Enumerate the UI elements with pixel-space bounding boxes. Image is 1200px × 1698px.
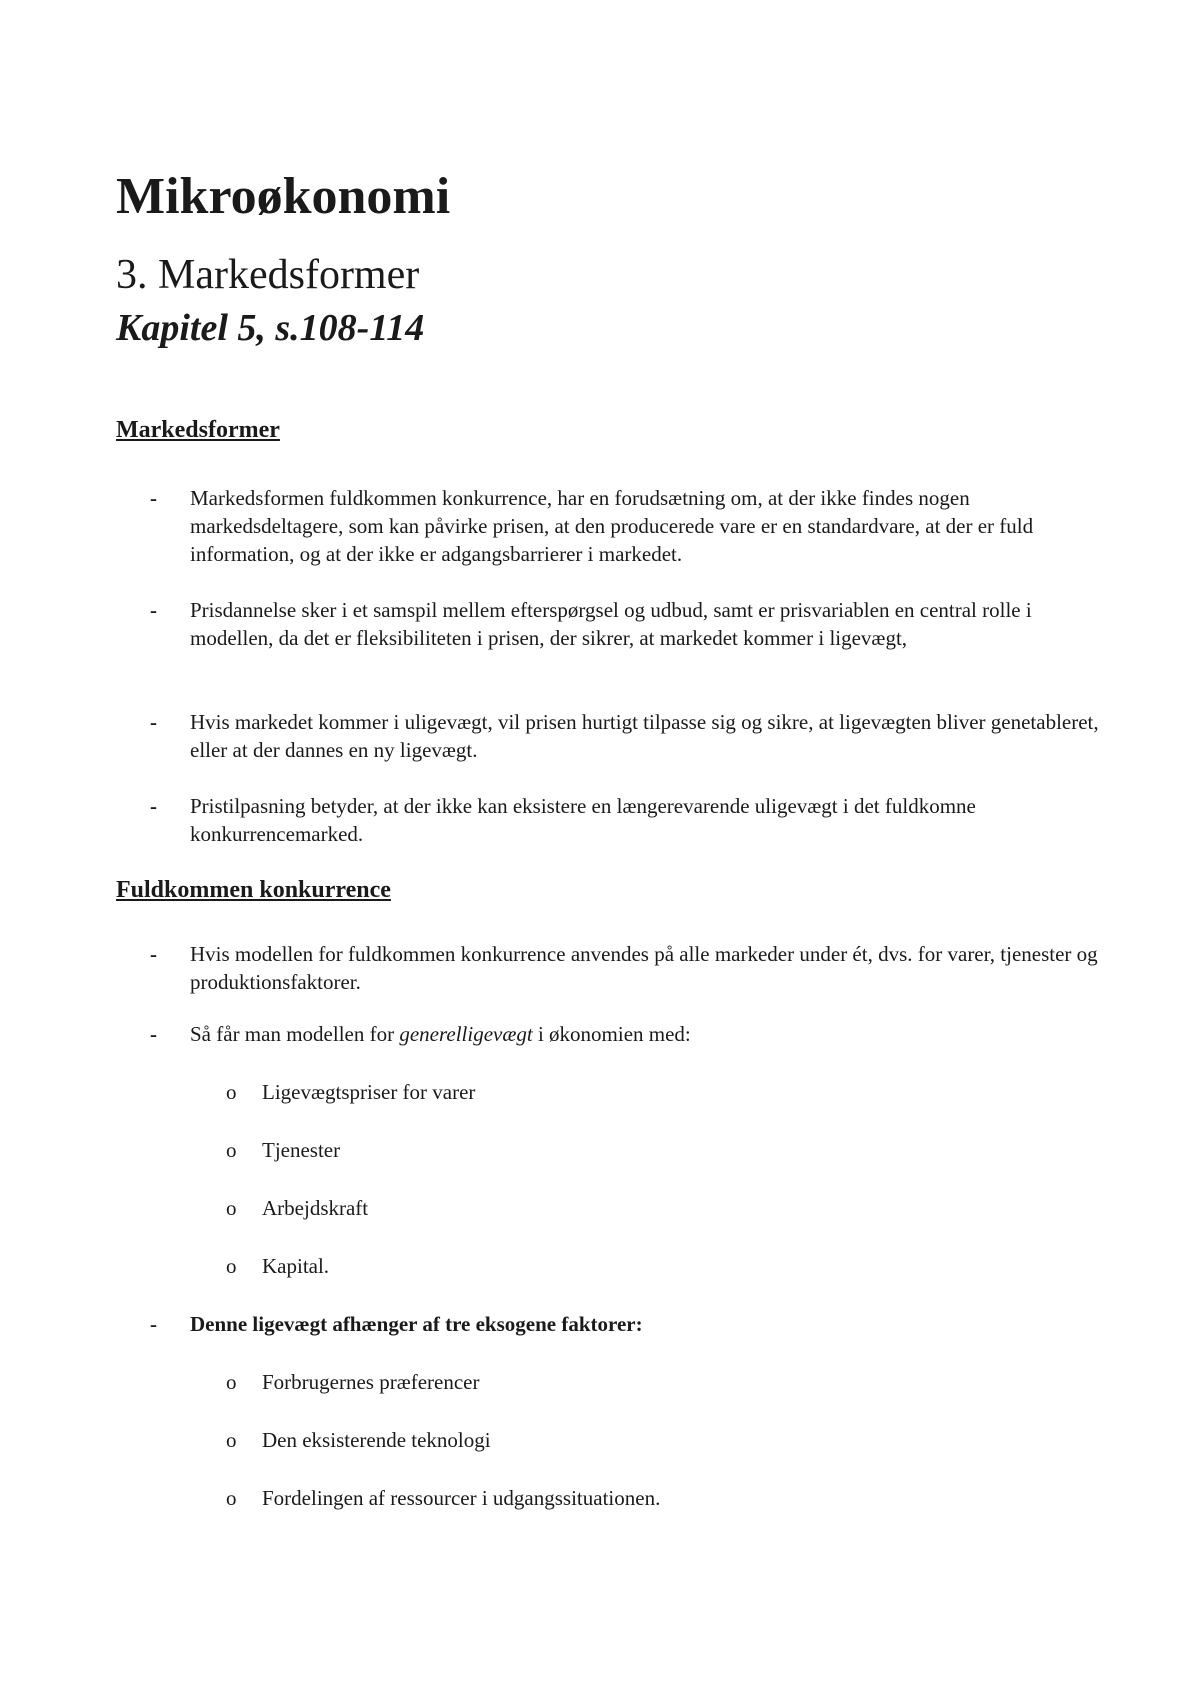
sub-list-item-text: Kapital.: [262, 1254, 330, 1278]
dash-bullet: -: [150, 942, 157, 966]
chapter-reference: Kapitel 5, s.108-114: [116, 307, 425, 349]
document-subtitle: 3. Markedsformer: [116, 252, 420, 298]
list-item-text: Denne ligevægt afhænger af tre eksogene faktorer:: [190, 1312, 643, 1336]
sub-list-item-text: Forbrugernes præferencer: [262, 1370, 480, 1394]
sub-list-item-text: Tjenester: [262, 1138, 341, 1162]
circle-bullet: o: [226, 1486, 237, 1510]
dash-bullet: -: [150, 710, 157, 734]
circle-bullet: o: [226, 1080, 237, 1104]
sub-list-item-text: Den eksisterende teknologi: [262, 1428, 491, 1452]
dash-bullet: -: [150, 794, 157, 818]
dash-bullet: -: [150, 1312, 157, 1336]
list-item-text: Hvis modellen for fuldkommen konkurrence anvendes på alle markeder under ét, dvs. for varer, tjenester og produktionsfaktorer.: [190, 942, 1098, 994]
section-heading-markedsformer: Markedsformer: [116, 417, 280, 443]
dash-bullet: -: [150, 598, 157, 622]
list-item-text: Markedsformen fuldkommen konkurrence, har en forudsætning om, at der ikke findes nogen markedsdeltagere, som kan påvirke prisen, at den producerede vare er en standardvare, at der er fuld information, og at der ikke er adgangsbarrierer i markedet.: [190, 486, 1034, 566]
sub-list-item-text: Fordelingen af ressourcer i udgangssituationen.: [262, 1486, 661, 1510]
text-prefix: Så får man modellen for: [190, 1022, 400, 1046]
text-suffix: i økonomien med:: [532, 1022, 691, 1046]
emphasis-term: generelligevægt: [399, 1022, 533, 1046]
circle-bullet: o: [226, 1138, 237, 1162]
list-item-text: [190, 1020, 1110, 1048]
list-item-text: Pristilpasning betyder, at der ikke kan eksistere en længerevarende uligevægt i det fuldkomne konkurrencemarked.: [190, 794, 976, 846]
sub-list-item-text: Ligevægtspriser for varer: [262, 1080, 476, 1104]
circle-bullet: o: [226, 1428, 237, 1452]
sub-list-item-text: Arbejdskraft: [262, 1196, 369, 1220]
circle-bullet: o: [226, 1370, 237, 1394]
document-title: Mikroøkonomi: [116, 168, 451, 225]
list-item-text: Hvis markedet kommer i uligevægt, vil prisen hurtigt tilpasse sig og sikre, at ligevægten bliver genetableret, eller at der dannes en ny ligevægt.: [190, 710, 1099, 762]
dash-bullet: -: [150, 1022, 157, 1046]
circle-bullet: o: [226, 1254, 237, 1278]
section-heading-fuldkommen-konkurrence: Fuldkommen konkurrence: [116, 877, 391, 903]
list-item-text: Prisdannelse sker i et samspil mellem efterspørgsel og udbud, samt er prisvariablen en central rolle i modellen, da det er fleksibiliteten i prisen, der sikrer, at markedet kommer i ligevægt,: [190, 598, 1032, 650]
dash-bullet: -: [150, 486, 157, 510]
circle-bullet: o: [226, 1196, 237, 1220]
